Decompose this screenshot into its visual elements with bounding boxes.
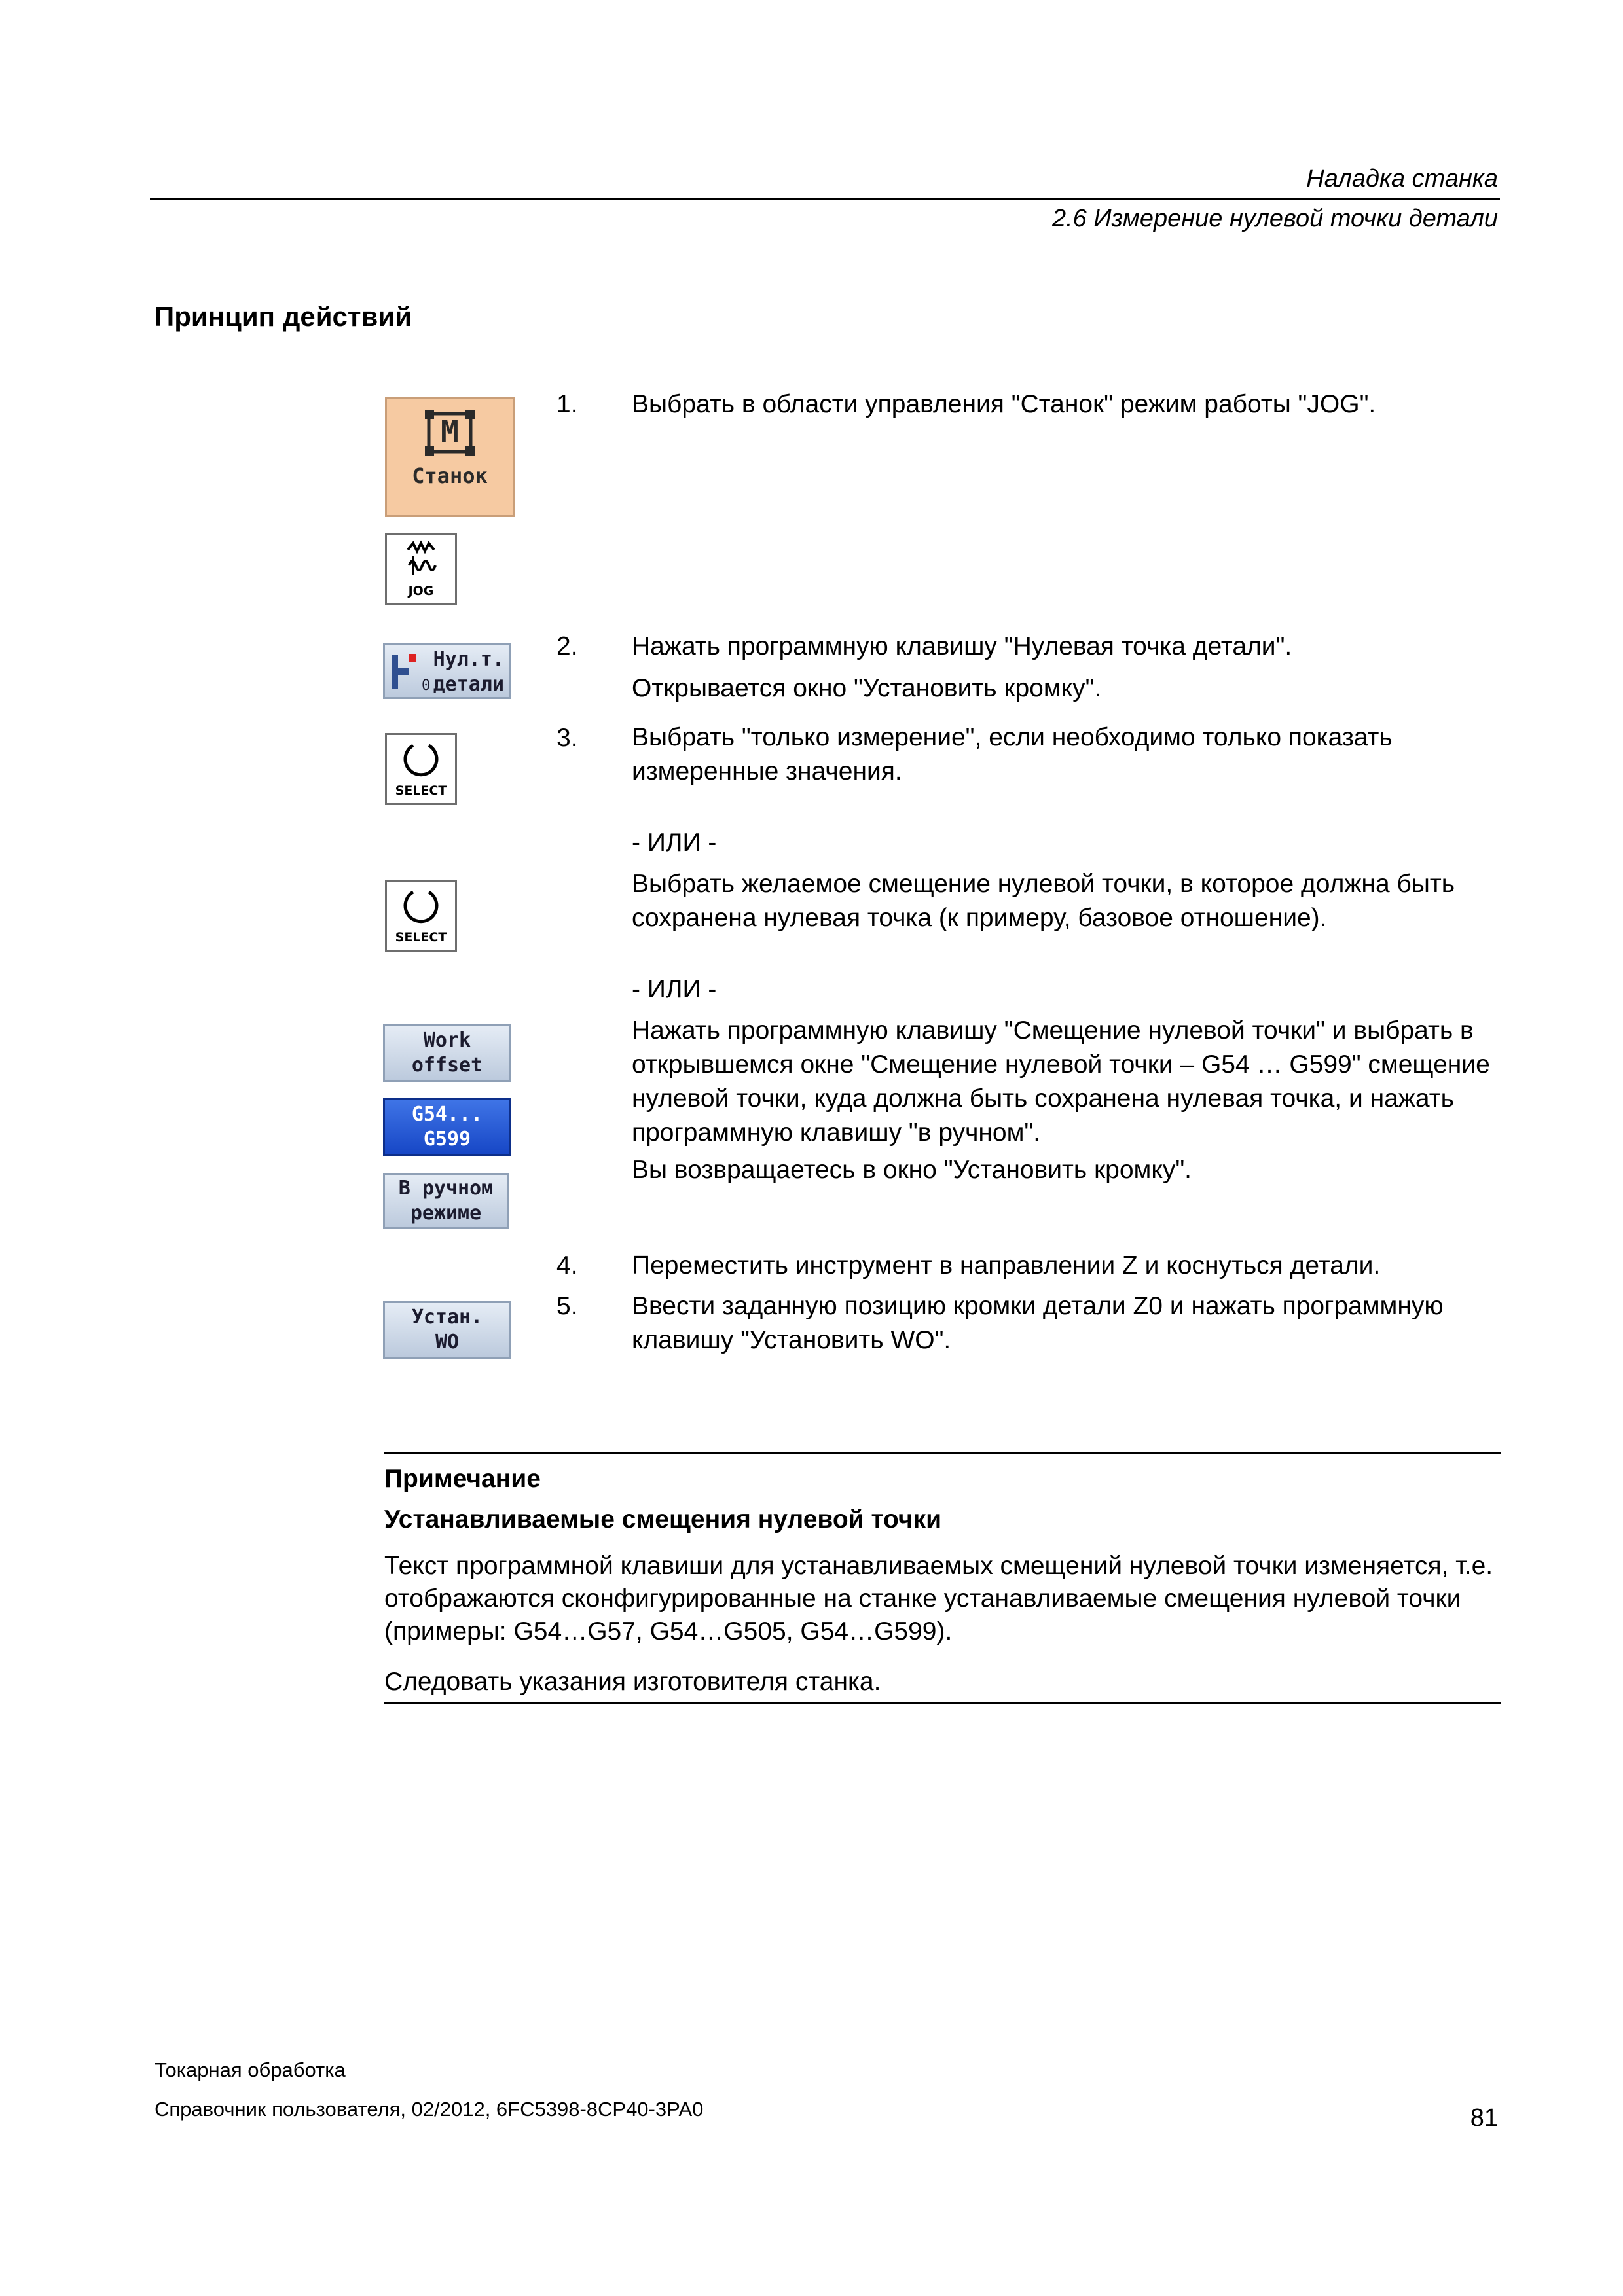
step-text: Выбрать в области управления "Станок" режим работы "JOG". [632, 390, 1376, 418]
g54-g599-softkey[interactable] [383, 1098, 511, 1156]
header-chapter: Наладка станка [1306, 165, 1498, 192]
step-number: 5. [556, 1292, 578, 1320]
step-alternative: Выбрать желаемое смещение нулевой точки, в которое должна быть сохранена нулевая точка (к примеру, базовое отношение). [632, 870, 1455, 932]
zero-mark: 0 [422, 677, 431, 694]
select-key[interactable] [385, 880, 457, 952]
step-alternative: Нажать программную клавишу "Смещение нулевой точки" и выбрать в открывшемся окне "Смещение нулевой точки – G54 … G599" смещение нулевой точки, куда должна быть сохранена нулевая точка, и нажать программную клавишу "в ручном". [632, 1016, 1490, 1147]
step-result: Открывается окно "Установить кромку". [632, 674, 1102, 702]
workpiece-zero-label-2: детали [433, 673, 504, 696]
step-number: 4. [556, 1251, 578, 1280]
select-icon [387, 738, 455, 783]
select-icon [387, 884, 455, 930]
workpiece-zero-label-1: Нул.т. [433, 648, 504, 671]
step-number: 3. [556, 724, 578, 752]
select-key[interactable] [385, 733, 457, 805]
footer-product: Токарная обработка [155, 2058, 346, 2081]
machine-key-label: Станок [412, 463, 488, 488]
manual-mode-label-2: режиме [410, 1202, 482, 1225]
g54-label-1: G54... [411, 1103, 483, 1126]
or-separator: - ИЛИ - [632, 829, 717, 857]
note-top-rule [384, 1452, 1501, 1454]
jog-icon [387, 539, 455, 585]
workpiece-zero-icon [389, 649, 419, 696]
manual-mode-softkey[interactable] [383, 1173, 509, 1229]
or-separator: - ИЛИ - [632, 975, 717, 1003]
workpiece-zero-softkey[interactable] [383, 643, 511, 699]
note-follow: Следовать указания изготовителя станка. [384, 1668, 881, 1696]
page-number: 81 [1470, 2104, 1498, 2132]
section-title: Принцип действий [155, 301, 412, 332]
set-wo-softkey[interactable] [383, 1301, 511, 1359]
work-offset-softkey[interactable] [383, 1024, 511, 1082]
step-text: Ввести заданную позицию кромки детали Z0 и нажать программную клавишу "Установить WO". [632, 1292, 1444, 1354]
work-offset-label-1: Work [423, 1029, 471, 1052]
set-wo-label-1: Устан. [411, 1306, 483, 1329]
machine-glyph: M [441, 414, 459, 449]
work-offset-label-2: offset [411, 1054, 483, 1077]
note-body: Текст программной клавиши для устанавливаемых смещений нулевой точки изменяется, т.е. отображаются сконфигурированные на станке устанавливаемые смещения нулевой точки (примеры: G54…G57, G54…G505, G54…G599). [384, 1552, 1493, 1645]
select-key-label: SELECT [395, 930, 447, 944]
jog-key[interactable] [385, 533, 457, 605]
step-text: Переместить инструмент в направлении Z и коснуться детали. [632, 1251, 1381, 1280]
set-wo-label-2: WO [435, 1331, 460, 1354]
step-text: Выбрать "только измерение", если необходимо только показать измеренные значения. [632, 723, 1393, 785]
header-rule [150, 198, 1500, 200]
machine-icon [425, 410, 475, 456]
manual-mode-label-1: В ручном [398, 1177, 494, 1200]
select-key-label: SELECT [395, 783, 447, 798]
step-text: Нажать программную клавишу "Нулевая точка детали". [632, 632, 1292, 660]
header-section: 2.6 Измерение нулевой точки детали [1051, 205, 1498, 232]
step-result: Вы возвращаетесь в окно "Установить кромку". [632, 1156, 1192, 1184]
g54-label-2: G599 [423, 1128, 471, 1151]
note-label: Примечание [384, 1465, 541, 1493]
note-bottom-rule [384, 1702, 1501, 1704]
machine-area-key[interactable] [385, 397, 515, 517]
jog-key-label: JOG [408, 584, 434, 598]
note-title: Устанавливаемые смещения нулевой точки [384, 1505, 942, 1534]
step-number: 1. [556, 390, 578, 418]
step-number: 2. [556, 632, 578, 660]
footer-manual: Справочник пользователя, 02/2012, 6FC5398-8CP40-3PA0 [155, 2098, 704, 2121]
